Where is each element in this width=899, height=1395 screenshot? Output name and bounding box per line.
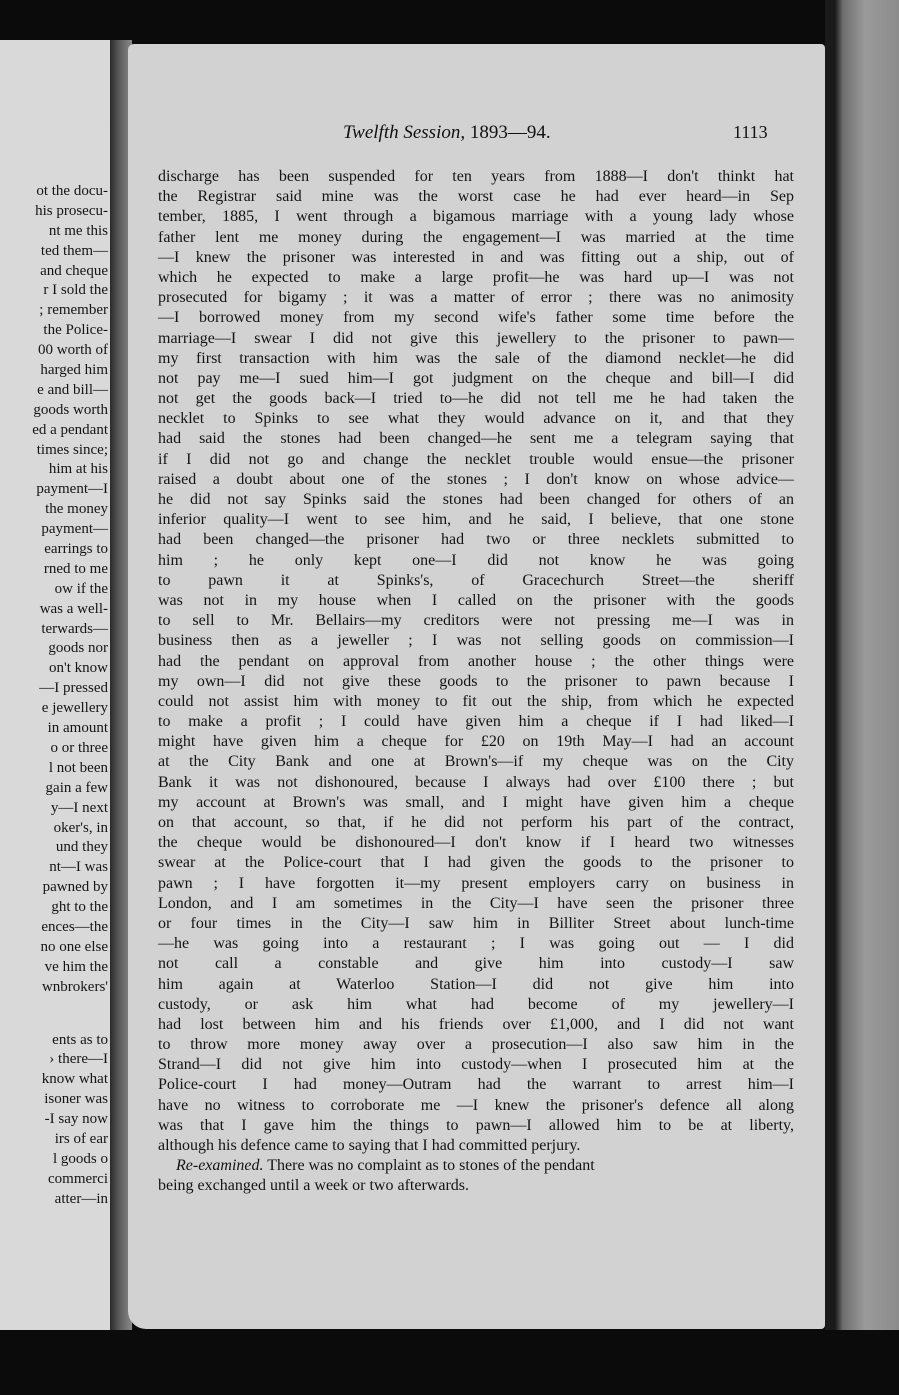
previous-page-line: o or three: [50, 739, 108, 756]
previous-page-line: the Police-: [43, 322, 108, 339]
previous-page-line: ents as to: [52, 1031, 108, 1048]
text-line: necklet to Spinks to see what they would advance on it, and that they: [158, 410, 794, 428]
text-line: have no witness to corroborate me —I knew the prisoner's defence all along: [158, 1096, 794, 1114]
scan-background-bottom: [0, 1330, 899, 1395]
body-text: [158, 167, 794, 1197]
text-line: him ; he only kept one—I did not know he was going: [158, 551, 794, 569]
text-line: father lent me money during the engagement—I was married at the time: [158, 228, 794, 246]
previous-page-line: -I say now: [44, 1111, 108, 1128]
previous-page-line: isoner was: [44, 1091, 108, 1108]
text-line: was that I gave him the things to pawn—I allowed him to be at liberty,: [158, 1116, 794, 1134]
page-header: [128, 122, 825, 146]
previous-page-line: nt—I was: [49, 859, 108, 876]
previous-page-line: ve him the: [44, 958, 108, 975]
previous-page-fragment: [0, 40, 112, 1330]
previous-page-line: l not been: [48, 759, 108, 776]
previous-page-line: the money: [45, 501, 108, 518]
text-line: to sell to Mr. Bellairs—my creditors were not pressing me—I was in: [158, 612, 794, 630]
text-line: although his defence came to saying that I had committed perjury.: [158, 1137, 581, 1154]
previous-page-line: ght to the: [51, 899, 108, 916]
previous-page-line: oker's, in: [53, 819, 108, 836]
text-line: to make a profit ; I could have given him a cheque if I had liked—I: [158, 713, 794, 731]
text-line: might have given him a cheque for £20 on 19th May—I had an account: [158, 733, 794, 751]
text-line: him again at Waterloo Station—I did not give him into: [158, 975, 794, 993]
previous-page-line: and cheque: [40, 262, 108, 279]
previous-page-line: gain a few: [45, 779, 108, 796]
previous-page-line: e and bill—: [37, 381, 108, 398]
previous-page-line: him at his: [48, 461, 108, 478]
text-line: swear at the Police-court that I had given the goods to the prisoner to: [158, 854, 794, 872]
previous-page-line: earrings to: [44, 541, 108, 558]
text-line: if I did not go and change the necklet trouble would ensue—the prisoner: [158, 450, 794, 468]
text-line: the cheque would be dishonoured—I don't know if I heard two witnesses: [158, 834, 794, 852]
previous-page-line: on't know: [49, 660, 108, 677]
previous-page-line: know what: [41, 1071, 108, 1088]
previous-page-line: goods worth: [33, 401, 108, 418]
previous-page-line: in amount: [47, 720, 108, 737]
text-line: my first transaction with him was the sale of the diamond necklet—he did: [158, 349, 794, 367]
previous-page-line: y—I next: [50, 799, 108, 816]
previous-page-line: irs of ear: [54, 1130, 108, 1147]
previous-page-line: e jewellery: [41, 700, 108, 717]
text-line: which he expected to make a large profit—he was hard up—I was not: [158, 268, 794, 286]
text-line: not pay me—I sued him—I got judgment on the cheque and bill—I did: [158, 369, 794, 387]
text-line: had the pendant on approval from another house ; the other things were: [158, 652, 794, 670]
previous-page-line: ; remember: [39, 302, 108, 319]
previous-page-line: terwards—: [41, 620, 108, 637]
previous-page-line: r I sold the: [43, 282, 108, 299]
text-line: he did not say Spinks said the stones had been changed for others of an: [158, 491, 794, 508]
previous-page-line: nt me this: [48, 222, 108, 239]
page-number: 1113: [733, 122, 768, 142]
text-line: Bank it was not dishonoured, because I always had over £100 there ; but: [158, 773, 794, 791]
previous-page-line: ences—the: [41, 918, 108, 935]
scan-background-right: [825, 0, 899, 1395]
previous-page-line: atter—in: [54, 1190, 108, 1207]
previous-page-line: his prosecu-: [35, 202, 108, 219]
text-line: Police-court I had money—Outram had the warrant to arrest him—I: [158, 1076, 794, 1094]
text-line: was not in my house when I called on the prisoner with the goods: [158, 591, 794, 609]
previous-page-line: was a well-: [39, 600, 108, 617]
previous-page-line: rned to me: [43, 560, 108, 577]
text-line: the Registrar said mine was the worst case he had ever heard—in Sep: [158, 188, 794, 206]
previous-page-line: goods nor: [48, 640, 108, 657]
previous-page-gap: [32, 998, 108, 1031]
testimony-paragraph: [158, 167, 794, 1156]
text-line: pawn ; I have forgotten it—my present employers carry on business in: [158, 874, 794, 892]
previous-page-line: no one else: [40, 938, 108, 955]
previous-page-line: ted them—: [40, 242, 108, 259]
text-line: prosecuted for bigamy ; it was a matter of error ; there was no animosity: [158, 289, 794, 307]
running-head-years: 1893—94.: [469, 122, 551, 143]
text-line: had been changed—the prisoner had two or three necklets submitted to: [158, 531, 794, 549]
previous-page-line: wnbrokers': [41, 978, 108, 995]
current-page: [128, 44, 825, 1329]
running-head-title: Twelfth Session,: [343, 122, 466, 143]
text-line: raised a doubt about one of the stones ; I don't know on whose advice—: [158, 470, 794, 488]
previous-page-text: [32, 182, 108, 1210]
reexamined-line-2: being exchanged until a week or two afterwards.: [158, 1177, 469, 1195]
previous-page-line: payment—: [41, 521, 108, 538]
text-line: not call a constable and give him into custody—I saw: [158, 955, 794, 973]
previous-page-line: harged him: [40, 362, 108, 379]
previous-page-line: payment—I: [36, 481, 108, 498]
text-line: —I borrowed money from my second wife's father some time before the: [158, 309, 794, 327]
text-line: business then as a jeweller ; I was not selling goods on commission—I: [158, 632, 794, 650]
previous-page-line: l goods o: [52, 1150, 108, 1167]
text-line: marriage—I swear I did not give this jewellery to the prisoner to pawn—: [158, 329, 794, 347]
previous-page-line: ot the docu-: [36, 183, 108, 199]
reexamined-label: Re-examined.: [176, 1157, 264, 1175]
text-line: London, and I am sometimes in the City—I have seen the prisoner three: [158, 894, 794, 912]
previous-page-line: pawned by: [42, 879, 108, 896]
text-line: discharge has been suspended for ten years from 1888—I don't thinkt hat: [158, 168, 794, 185]
previous-page-line: times since;: [36, 441, 108, 458]
text-line: my account at Brown's was small, and I might have given him a cheque: [158, 793, 794, 811]
text-line: had lost between him and his friends over £1,000, and I did not want: [158, 1015, 794, 1033]
text-line: at the City Bank and one at Brown's—if my cheque was on the City: [158, 753, 794, 771]
text-line: to pawn it at Spinks's, of Gracechurch Street—the sheriff: [158, 571, 794, 589]
reexamined-text-1: There was no complaint as to stones of the pendant: [267, 1157, 595, 1175]
text-line: tember, 1885, I went through a bigamous marriage with a young lady whose: [158, 208, 794, 226]
previous-page-line: 00 worth of: [38, 342, 108, 359]
text-line: or four times in the City—I saw him in Billiter Street about lunch-time: [158, 914, 794, 932]
previous-page-line: —I pressed: [39, 680, 108, 697]
text-line: Strand—I did not give him into custody—when I prosecuted him at the: [158, 1056, 794, 1074]
reexamined-line-1: [158, 1156, 794, 1176]
text-line: —I knew the prisoner was interested in and was fitting out a ship, out of: [158, 248, 794, 266]
text-line: not get the goods back—I tried to—he did not tell me he had taken the: [158, 390, 794, 408]
text-line: inferior quality—I went to see him, and he said, I believe, that one stone: [158, 511, 794, 529]
previous-page-line: commerci: [48, 1170, 108, 1187]
text-line: —he was going into a restaurant ; I was going out — I did: [158, 935, 794, 953]
text-line: to throw more money away over a prosecution—I also saw him in the: [158, 1036, 794, 1054]
text-line: custody, or ask him what had become of my jewellery—I: [158, 995, 794, 1013]
previous-page-line: ow if the: [54, 580, 108, 597]
text-line: my own—I did not give these goods to the prisoner to pawn because I: [158, 672, 794, 690]
previous-page-line: › there—I: [49, 1051, 108, 1068]
text-line: had said the stones had been changed—he sent me a telegram saying that: [158, 430, 794, 448]
previous-page-line: und they: [55, 839, 108, 856]
text-line: could not assist him with money to fit out the ship, from which he expected: [158, 692, 794, 710]
previous-page-line: ed a pendant: [32, 421, 108, 438]
text-line: on that account, so that, if he did not perform his part of the contract,: [158, 814, 794, 831]
running-head: [343, 122, 551, 144]
